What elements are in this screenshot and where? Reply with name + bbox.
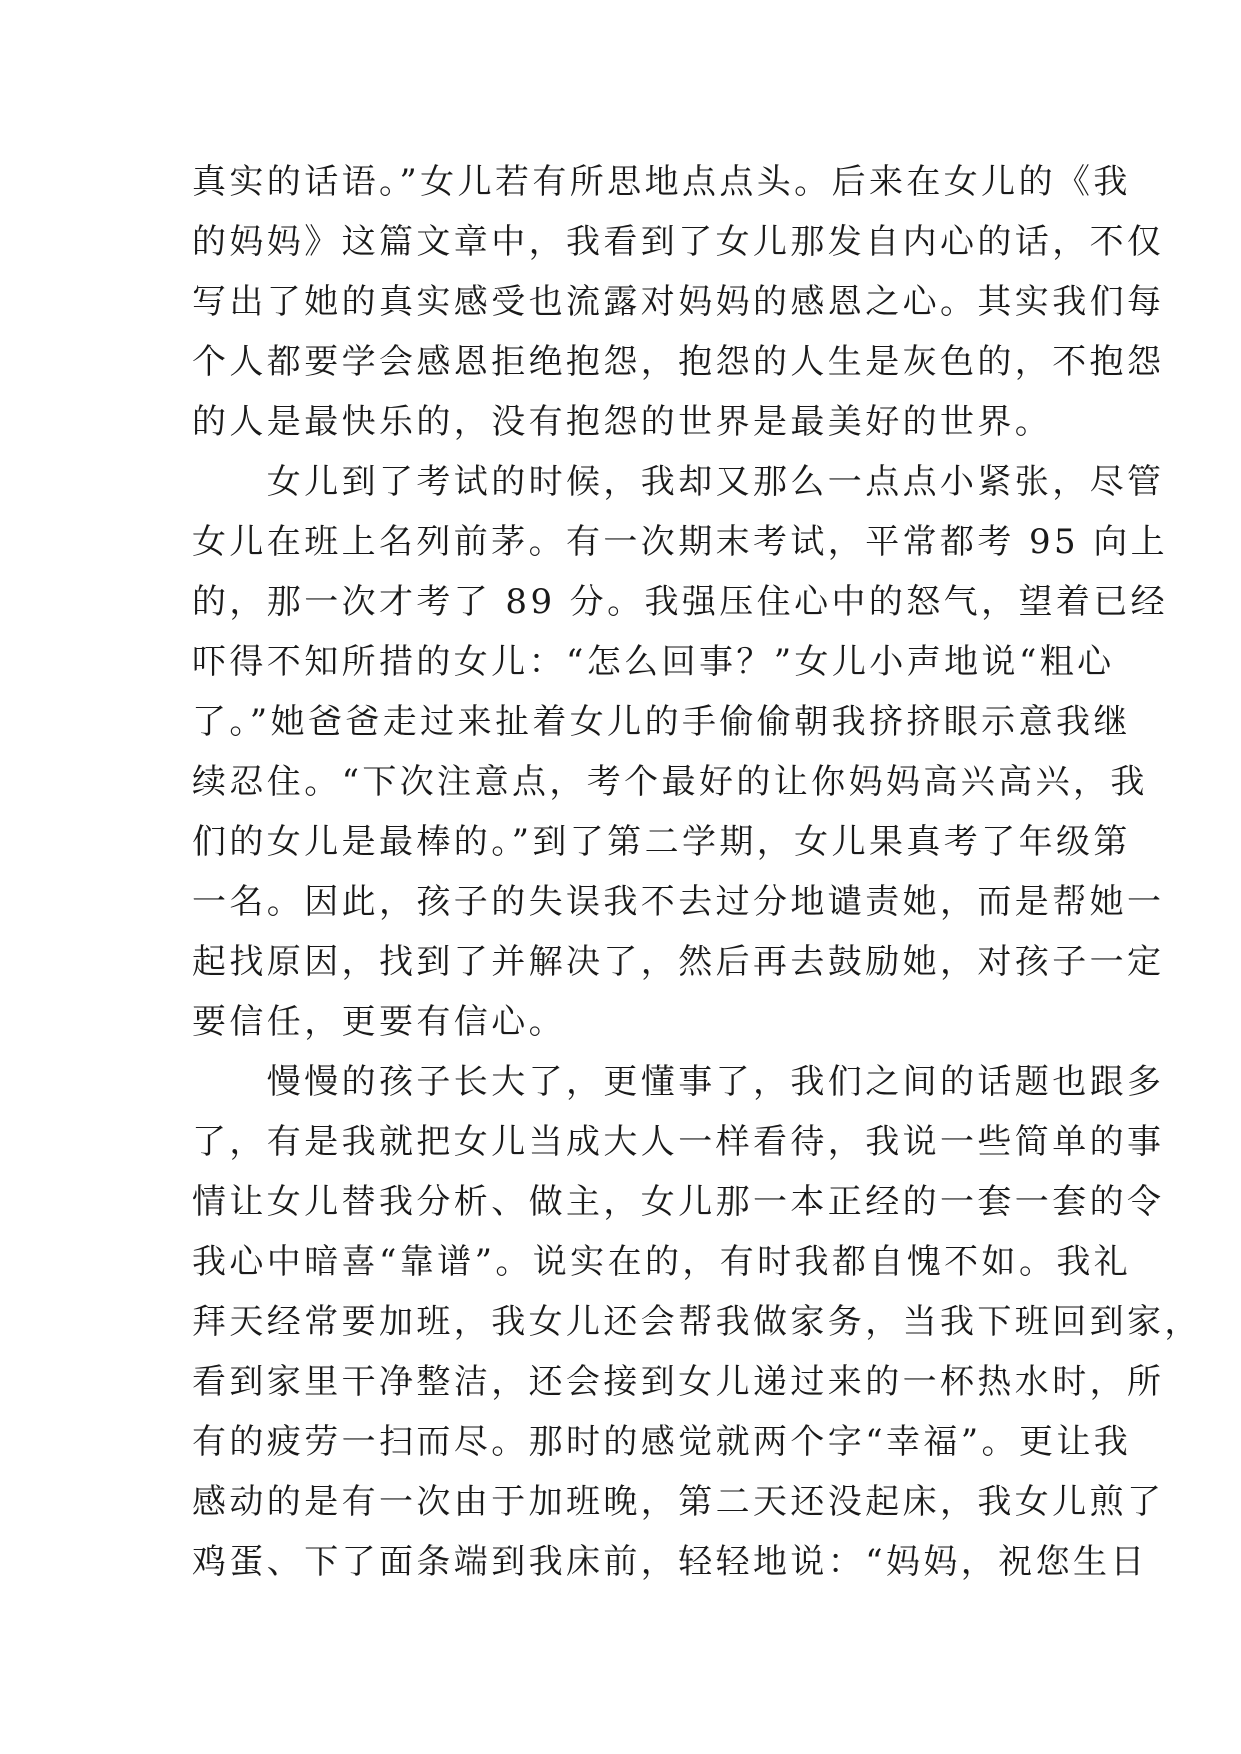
- text-line: 情让女儿替我分析、做主，女儿那一本正经的一套一套的令: [192, 1182, 1165, 1222]
- body-text: [192, 152, 1202, 1592]
- text-line: 感动的是有一次由于加班晚，第二天还没起床，我女儿煎了: [192, 1482, 1165, 1522]
- text-line: 慢慢的孩子长大了，更懂事了，我们之间的话题也跟多: [192, 1062, 1165, 1102]
- text-line: 一名。因此，孩子的失误我不去过分地谴责她，而是帮她一: [192, 882, 1165, 922]
- text-line: 女儿到了考试的时候，我却又那么一点点小紧张，尽管: [192, 462, 1165, 502]
- text-line: 鸡蛋、下了面条端到我床前，轻轻地说：“妈妈，祝您生日: [192, 1542, 1148, 1582]
- text-line: 要信任，更要有信心。: [192, 1002, 566, 1042]
- text-line: 有的疲劳一扫而尽。那时的感觉就两个字“幸福”。更让我: [192, 1422, 1132, 1462]
- text-line: 我心中暗喜“靠谱”。说实在的，有时我都自愧不如。我礼: [192, 1242, 1132, 1282]
- text-line: 女儿在班上名列前茅。有一次期末考试，平常都考 95 向上: [192, 522, 1169, 562]
- text-line: 的，那一次才考了 89 分。我强压住心中的怒气，望着已经: [192, 582, 1169, 622]
- text-line: 的人是最快乐的，没有抱怨的世界是最美好的世界。: [192, 402, 1053, 442]
- text-line: 看到家里干净整洁，还会接到女儿递过来的一杯热水时，所: [192, 1362, 1165, 1402]
- text-line: 了，有是我就把女儿当成大人一样看待，我说一些简单的事: [192, 1122, 1165, 1162]
- text-line: 个人都要学会感恩拒绝抱怨，抱怨的人生是灰色的，不抱怨: [192, 342, 1165, 382]
- text-line: 们的女儿是最棒的。”到了第二学期，女儿果真考了年级第: [192, 822, 1131, 862]
- text-line: 真实的话语。”女儿若有所思地点点头。后来在女儿的《我: [192, 162, 1131, 202]
- text-line: 起找原因，找到了并解决了，然后再去鼓励她，对孩子一定: [192, 942, 1165, 982]
- text-line: 了。”她爸爸走过来扯着女儿的手偷偷朝我挤挤眼示意我继: [192, 702, 1131, 742]
- text-line: 的妈妈》这篇文章中，我看到了女儿那发自内心的话，不仅: [192, 222, 1165, 262]
- text-line: 写出了她的真实感受也流露对妈妈的感恩之心。其实我们每: [192, 282, 1165, 322]
- text-line: 拜天经常要加班，我女儿还会帮我做家务，当我下班回到家，: [192, 1302, 1202, 1342]
- text-line: 续忍住。“下次注意点，考个最好的让你妈妈高兴高兴，我: [192, 762, 1148, 802]
- text-line: 吓得不知所措的女儿：“怎么回事？”女儿小声地说“粗心: [192, 642, 1115, 682]
